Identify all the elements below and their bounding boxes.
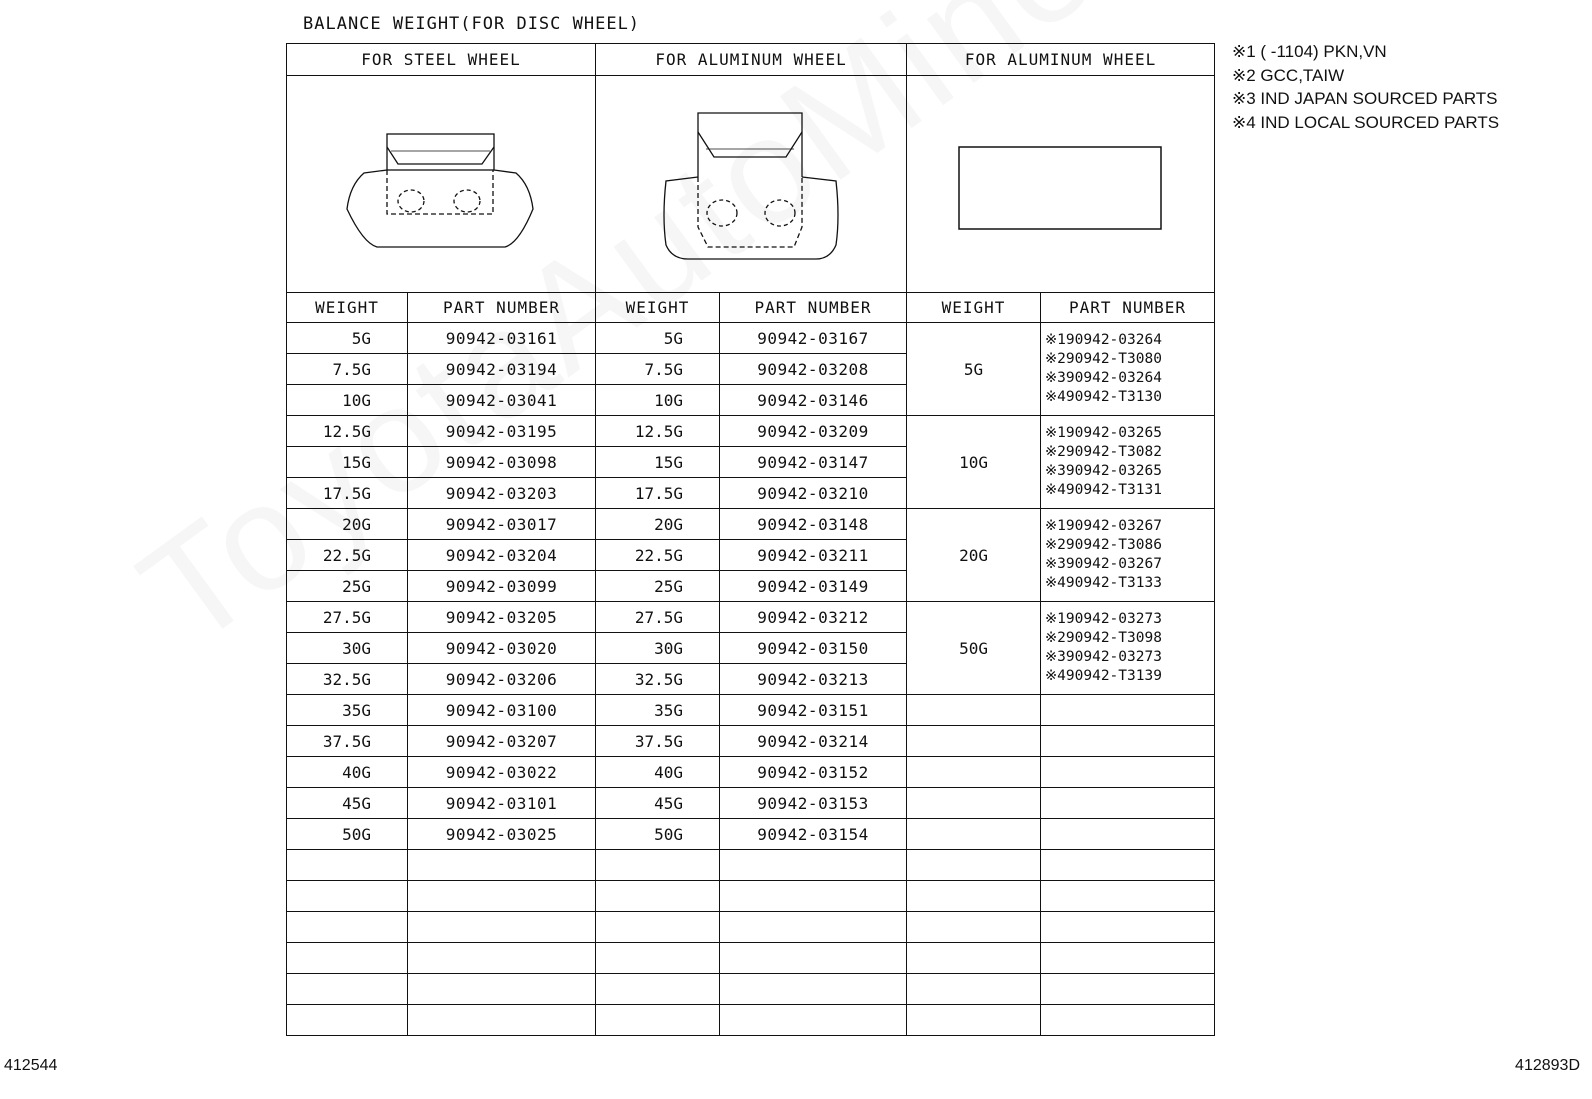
- adhesive-weight: [907, 695, 1041, 726]
- aluminum-part-number: 90942-03210: [720, 478, 907, 509]
- adhesive-weight: [907, 757, 1041, 788]
- aluminum-weight: 5G: [596, 323, 720, 354]
- steel-weight: [287, 881, 408, 912]
- adhesive-part-numbers: [1041, 757, 1215, 788]
- steel-part-number: [408, 850, 596, 881]
- steel-part-number: 90942-03204: [408, 540, 596, 571]
- table-row: [287, 788, 1215, 819]
- steel-part-number: [408, 912, 596, 943]
- adhesive-part-number: 90942-03273: [1065, 649, 1162, 665]
- table-row: [287, 881, 1215, 912]
- aluminum-part-number: 90942-03148: [720, 509, 907, 540]
- steel-part-number: 90942-03205: [408, 602, 596, 633]
- adhesive-part-line: [1045, 481, 1214, 500]
- steel-part-number: 90942-03020: [408, 633, 596, 664]
- table-row: [287, 509, 1215, 540]
- steel-weight: [287, 1005, 408, 1036]
- aluminum-part-number: 90942-03153: [720, 788, 907, 819]
- adhesive-part-number: 90942-03273: [1065, 611, 1162, 627]
- steel-part-number: 90942-03041: [408, 385, 596, 416]
- adhesive-part-numbers: [1041, 788, 1215, 819]
- steel-part-number: 90942-03098: [408, 447, 596, 478]
- legend-item: ※4 IND LOCAL SOURCED PARTS: [1232, 112, 1500, 132]
- aluminum-part-number: [720, 1005, 907, 1036]
- aluminum-part-number: [720, 912, 907, 943]
- aluminum-part-number: 90942-03213: [720, 664, 907, 695]
- adhesive-part-line: [1045, 462, 1214, 481]
- steel-weight: 30G: [287, 633, 408, 664]
- steel-part-number: [408, 1005, 596, 1036]
- aluminum-weight-col-header: WEIGHT: [596, 293, 720, 323]
- figure-code-right: 412893D: [1515, 1057, 1580, 1074]
- adhesive-part-number: 90942-03267: [1065, 556, 1162, 572]
- table-row: [287, 726, 1215, 757]
- region-mark: ※2: [1045, 351, 1066, 367]
- page-title: BALANCE WEIGHT(FOR DISC WHEEL): [303, 14, 641, 34]
- aluminum-part-number: 90942-03208: [720, 354, 907, 385]
- aluminum-weight: 7.5G: [596, 354, 720, 385]
- aluminum-part-number: 90942-03152: [720, 757, 907, 788]
- aluminum-weight: 30G: [596, 633, 720, 664]
- steel-weight: 45G: [287, 788, 408, 819]
- adhesive-weight: 20G: [907, 509, 1041, 602]
- adhesive-part-number: 90942-T3082: [1065, 444, 1162, 460]
- aluminum-weight: 35G: [596, 695, 720, 726]
- steel-weight: 37.5G: [287, 726, 408, 757]
- aluminum-part-number: 90942-03146: [720, 385, 907, 416]
- steel-weight: 35G: [287, 695, 408, 726]
- aluminum-weight: [596, 974, 720, 1005]
- aluminum-weight: [596, 850, 720, 881]
- steel-weight: 7.5G: [287, 354, 408, 385]
- aluminum-weight: 32.5G: [596, 664, 720, 695]
- legend: [1232, 40, 1499, 134]
- adhesive-part-line: [1045, 536, 1214, 555]
- adhesive-part-number: 90942-T3133: [1065, 575, 1162, 591]
- adhesive-part-line: [1045, 629, 1214, 648]
- aluminum-weight: 37.5G: [596, 726, 720, 757]
- steel-part-number: 90942-03203: [408, 478, 596, 509]
- aluminum-part-number: 90942-03211: [720, 540, 907, 571]
- aluminum-part-number: 90942-03151: [720, 695, 907, 726]
- steel-weight: 27.5G: [287, 602, 408, 633]
- table-row: [287, 695, 1215, 726]
- steel-weight: 40G: [287, 757, 408, 788]
- steel-weight: 20G: [287, 509, 408, 540]
- aluminum-part-number: 90942-03150: [720, 633, 907, 664]
- aluminum-wheel-adhesive-header: FOR ALUMINUM WHEEL: [907, 44, 1215, 76]
- aluminum-weight: 25G: [596, 571, 720, 602]
- table-row: [287, 1005, 1215, 1036]
- region-mark: ※2: [1045, 630, 1066, 646]
- adhesive-weight: [907, 974, 1041, 1005]
- region-mark: ※4: [1045, 668, 1066, 684]
- region-mark: ※1: [1045, 611, 1066, 627]
- steel-wheel-header: FOR STEEL WHEEL: [287, 44, 596, 76]
- steel-weight: [287, 850, 408, 881]
- aluminum-weight: [596, 881, 720, 912]
- table-row: [287, 943, 1215, 974]
- aluminum-weight: 20G: [596, 509, 720, 540]
- region-mark: ※4: [1045, 575, 1066, 591]
- adhesive-part-numbers: [1041, 509, 1215, 602]
- adhesive-part-number: 90942-T3086: [1065, 537, 1162, 553]
- aluminum-part-number: 90942-03212: [720, 602, 907, 633]
- aluminum-weight-drawing: [596, 76, 907, 293]
- steel-part-number: 90942-03017: [408, 509, 596, 540]
- adhesive-part-numbers: [1041, 881, 1215, 912]
- adhesive-weight: 50G: [907, 602, 1041, 695]
- adhesive-part-numbers: [1041, 912, 1215, 943]
- steel-part-number: 90942-03206: [408, 664, 596, 695]
- adhesive-part-numbers: [1041, 974, 1215, 1005]
- aluminum-part-number: 90942-03147: [720, 447, 907, 478]
- steel-weight: 25G: [287, 571, 408, 602]
- steel-part-number: 90942-03207: [408, 726, 596, 757]
- adhesive-weight-drawing: [907, 76, 1215, 293]
- steel-weight: [287, 912, 408, 943]
- region-mark: ※4: [1045, 389, 1066, 405]
- adhesive-part-line: [1045, 443, 1214, 462]
- adhesive-part-numbers: [1041, 850, 1215, 881]
- aluminum-weight: [596, 943, 720, 974]
- table-row: [287, 323, 1215, 354]
- table-row: [287, 602, 1215, 633]
- steel-weight: 32.5G: [287, 664, 408, 695]
- legend-item: ※3 IND JAPAN SOURCED PARTS: [1232, 89, 1498, 108]
- aluminum-weight: 12.5G: [596, 416, 720, 447]
- legend-item: ※1 ( -1104) PKN,VN: [1232, 42, 1387, 61]
- adhesive-part-numbers: [1041, 943, 1215, 974]
- steel-part-number: [408, 974, 596, 1005]
- adhesive-weight: [907, 788, 1041, 819]
- aluminum-part-col-header: PART NUMBER: [720, 293, 907, 323]
- adhesive-part-number: 90942-03267: [1065, 518, 1162, 534]
- steel-weight: 22.5G: [287, 540, 408, 571]
- adhesive-weight: [907, 912, 1041, 943]
- adhesive-part-line: [1045, 350, 1214, 369]
- adhesive-part-line: [1045, 331, 1214, 350]
- aluminum-weight: 22.5G: [596, 540, 720, 571]
- adhesive-part-line: [1045, 648, 1214, 667]
- region-mark: ※1: [1045, 425, 1066, 441]
- region-mark: ※3: [1045, 649, 1066, 665]
- region-mark: ※4: [1045, 482, 1066, 498]
- adhesive-weight: 5G: [907, 323, 1041, 416]
- adhesive-part-numbers: [1041, 726, 1215, 757]
- region-mark: ※3: [1045, 370, 1066, 386]
- steel-weight: 15G: [287, 447, 408, 478]
- region-mark: ※1: [1045, 332, 1066, 348]
- steel-weight-col-header: WEIGHT: [287, 293, 408, 323]
- adhesive-part-number: 90942-T3139: [1065, 668, 1162, 684]
- table-row: [287, 912, 1215, 943]
- adhesive-part-number: 90942-T3080: [1065, 351, 1162, 367]
- aluminum-part-number: [720, 850, 907, 881]
- adhesive-part-line: [1045, 610, 1214, 629]
- adhesive-weight: [907, 1005, 1041, 1036]
- steel-part-number: 90942-03025: [408, 819, 596, 850]
- aluminum-weight: 15G: [596, 447, 720, 478]
- aluminum-weight: 45G: [596, 788, 720, 819]
- aluminum-part-number: 90942-03209: [720, 416, 907, 447]
- adhesive-weight: [907, 850, 1041, 881]
- aluminum-part-number: [720, 974, 907, 1005]
- adhesive-part-line: [1045, 555, 1214, 574]
- adhesive-part-line: [1045, 369, 1214, 388]
- aluminum-weight: [596, 1005, 720, 1036]
- aluminum-part-number: 90942-03149: [720, 571, 907, 602]
- adhesive-part-number: 90942-T3098: [1065, 630, 1162, 646]
- steel-weight: 10G: [287, 385, 408, 416]
- adhesive-weight-col-header: WEIGHT: [907, 293, 1041, 323]
- table-row: [287, 850, 1215, 881]
- adhesive-part-numbers: [1041, 602, 1215, 695]
- region-mark: ※3: [1045, 556, 1066, 572]
- adhesive-part-line: [1045, 388, 1214, 407]
- adhesive-weight: [907, 943, 1041, 974]
- steel-weight: [287, 943, 408, 974]
- aluminum-wheel-header: FOR ALUMINUM WHEEL: [596, 44, 907, 76]
- adhesive-part-line: [1045, 517, 1214, 536]
- steel-part-number: 90942-03161: [408, 323, 596, 354]
- table-row: [287, 757, 1215, 788]
- table-row: [287, 416, 1215, 447]
- steel-weight: 5G: [287, 323, 408, 354]
- aluminum-weight: 17.5G: [596, 478, 720, 509]
- aluminum-weight: 40G: [596, 757, 720, 788]
- steel-part-number: [408, 943, 596, 974]
- figure-code-left: 412544: [4, 1057, 58, 1074]
- adhesive-part-numbers: [1041, 323, 1215, 416]
- steel-weight: [287, 974, 408, 1005]
- steel-weight: 12.5G: [287, 416, 408, 447]
- aluminum-part-number: [720, 881, 907, 912]
- adhesive-part-col-header: PART NUMBER: [1041, 293, 1215, 323]
- aluminum-weight: 27.5G: [596, 602, 720, 633]
- aluminum-weight: 50G: [596, 819, 720, 850]
- adhesive-part-number: 90942-03265: [1065, 425, 1162, 441]
- adhesive-part-number: 90942-03264: [1065, 332, 1162, 348]
- steel-part-number: 90942-03022: [408, 757, 596, 788]
- aluminum-weight: 10G: [596, 385, 720, 416]
- table-row: [287, 974, 1215, 1005]
- region-mark: ※2: [1045, 444, 1066, 460]
- region-mark: ※2: [1045, 537, 1066, 553]
- balance-weight-table: [286, 43, 1215, 1036]
- adhesive-part-numbers: [1041, 416, 1215, 509]
- aluminum-weight: [596, 912, 720, 943]
- steel-weight: 50G: [287, 819, 408, 850]
- aluminum-part-number: 90942-03167: [720, 323, 907, 354]
- region-mark: ※3: [1045, 463, 1066, 479]
- adhesive-weight: [907, 881, 1041, 912]
- steel-weight: 17.5G: [287, 478, 408, 509]
- steel-weight-drawing: [287, 76, 596, 293]
- table-row: [287, 819, 1215, 850]
- adhesive-part-numbers: [1041, 695, 1215, 726]
- steel-part-number: [408, 881, 596, 912]
- aluminum-part-number: [720, 943, 907, 974]
- adhesive-part-number: 90942-03265: [1065, 463, 1162, 479]
- aluminum-part-number: 90942-03214: [720, 726, 907, 757]
- adhesive-weight: 10G: [907, 416, 1041, 509]
- adhesive-weight: [907, 726, 1041, 757]
- adhesive-part-numbers: [1041, 1005, 1215, 1036]
- adhesive-part-line: [1045, 667, 1214, 686]
- steel-part-number: 90942-03194: [408, 354, 596, 385]
- steel-part-col-header: PART NUMBER: [408, 293, 596, 323]
- adhesive-part-number: 90942-T3131: [1065, 482, 1162, 498]
- adhesive-part-number: 90942-03264: [1065, 370, 1162, 386]
- legend-item: ※2 GCC,TAIW: [1232, 65, 1345, 85]
- adhesive-part-line: [1045, 574, 1214, 593]
- aluminum-part-number: 90942-03154: [720, 819, 907, 850]
- adhesive-part-numbers: [1041, 819, 1215, 850]
- adhesive-part-number: 90942-T3130: [1065, 389, 1162, 405]
- region-mark: ※1: [1045, 518, 1066, 534]
- steel-part-number: 90942-03195: [408, 416, 596, 447]
- steel-part-number: 90942-03099: [408, 571, 596, 602]
- adhesive-part-line: [1045, 424, 1214, 443]
- steel-part-number: 90942-03101: [408, 788, 596, 819]
- steel-part-number: 90942-03100: [408, 695, 596, 726]
- adhesive-weight: [907, 819, 1041, 850]
